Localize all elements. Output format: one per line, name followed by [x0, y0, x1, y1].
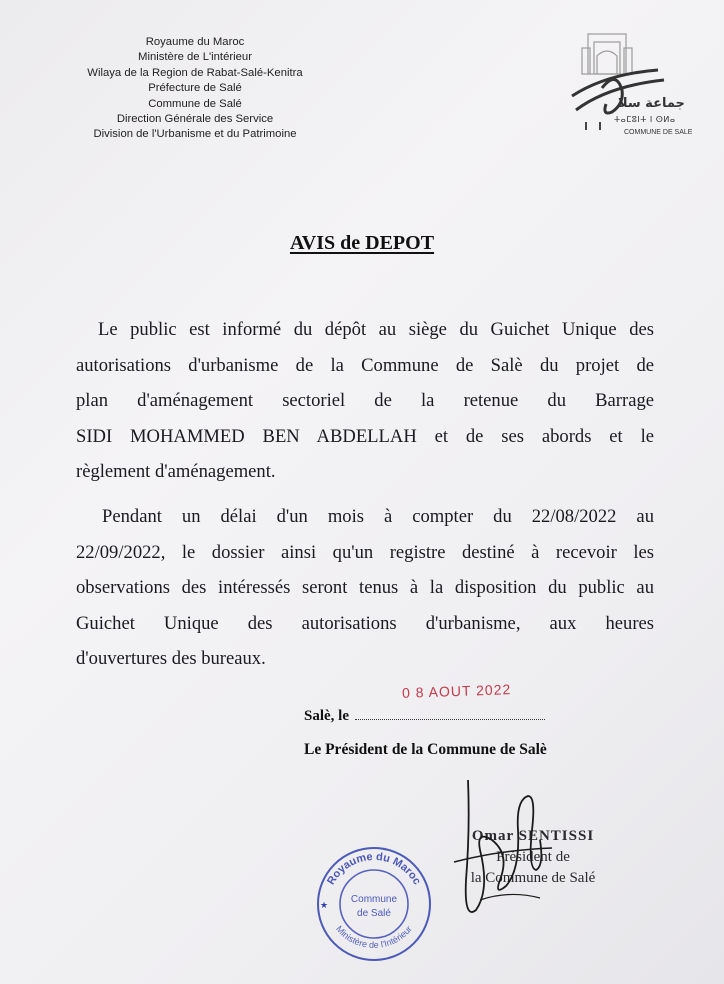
paragraph-line: Le public est informé du dépôt au siège du Guichet Unique des	[98, 319, 654, 340]
letterhead-line: Royaume du Maroc	[145, 36, 245, 48]
seal-center-text: de Salé	[357, 908, 391, 919]
seal-top-text: Royaume du Maroc	[325, 850, 423, 887]
paragraph-line: d'ouvertures des bureaux.	[76, 648, 266, 670]
svg-text:Ministère de l'Intérieur	[334, 924, 414, 950]
paragraph-line: SIDI MOHAMMED BEN ABDELLAH et de ses abords et le	[76, 425, 654, 447]
date-stamp: 0 8 AOUT 2022	[401, 681, 512, 701]
official-seal	[314, 840, 434, 970]
logo-amazigh-text: ⵜⴰⵎⵓⵏⵜ ⵏ ⵙⵍⴰ	[614, 115, 676, 124]
place-label: Salè, le	[304, 708, 349, 724]
letterhead-line: Préfecture de Salé	[148, 82, 242, 95]
paragraph-line: règlement d'aménagement.	[76, 461, 276, 483]
paragraph-1	[76, 312, 654, 490]
logo-arabic-text: جماعة سلا	[618, 96, 685, 111]
paragraph-line: observations des intéressés seront tenus à la disposition du public au	[76, 577, 654, 599]
paragraph-line: 22/09/2022, le dossier ainsi qu'un registre destiné à recevoir les	[76, 541, 654, 563]
letterhead-line: Commune de Salé	[148, 97, 242, 110]
signatory-title: Président de	[496, 849, 570, 865]
seal-star-icon: ★	[320, 900, 329, 910]
letterhead-line: Direction Générale des Service	[116, 113, 274, 126]
letterhead-line: Wilaya de la Region de Rabat-Salé-Kenitra	[87, 66, 303, 79]
date-dotted-line	[355, 709, 545, 720]
paragraph-line: plan d'aménagement sectoriel de la retenue du Barrage	[76, 390, 654, 412]
seal-center-text: Commune	[350, 894, 398, 905]
paragraph-line: Pendant un délai d'un mois à compter du 22/08/2022 au	[102, 506, 654, 527]
logo-french-text: COMMUNE DE SALE	[624, 129, 693, 136]
handwritten-signature	[440, 770, 590, 930]
document-title-text: AVIS de DEPOT	[289, 232, 435, 254]
paragraph-2	[76, 499, 654, 677]
paragraph-line: Guichet Unique des autorisations d'urbanisme, aux heures	[76, 612, 654, 634]
letterhead-line: Ministère de L'intérieur	[138, 51, 252, 64]
signatory-title: la Commune de Salé	[470, 870, 596, 886]
place-date-line	[304, 708, 545, 725]
letterhead	[60, 35, 330, 143]
president-label: Le Président de la Commune de Salè	[304, 741, 547, 758]
letterhead-line: Division de l'Urbanisme et du Patrimoine	[93, 128, 297, 141]
document-title	[0, 232, 724, 255]
signatory-name: Omar SENTISSI	[471, 828, 595, 844]
seal-bottom-text: Ministère de l'Intérieur	[334, 923, 414, 951]
svg-text:Royaume du Maroc	[325, 851, 423, 887]
paragraph-line: autorisations d'urbanisme de la Commune de Salè du projet de	[76, 354, 654, 376]
